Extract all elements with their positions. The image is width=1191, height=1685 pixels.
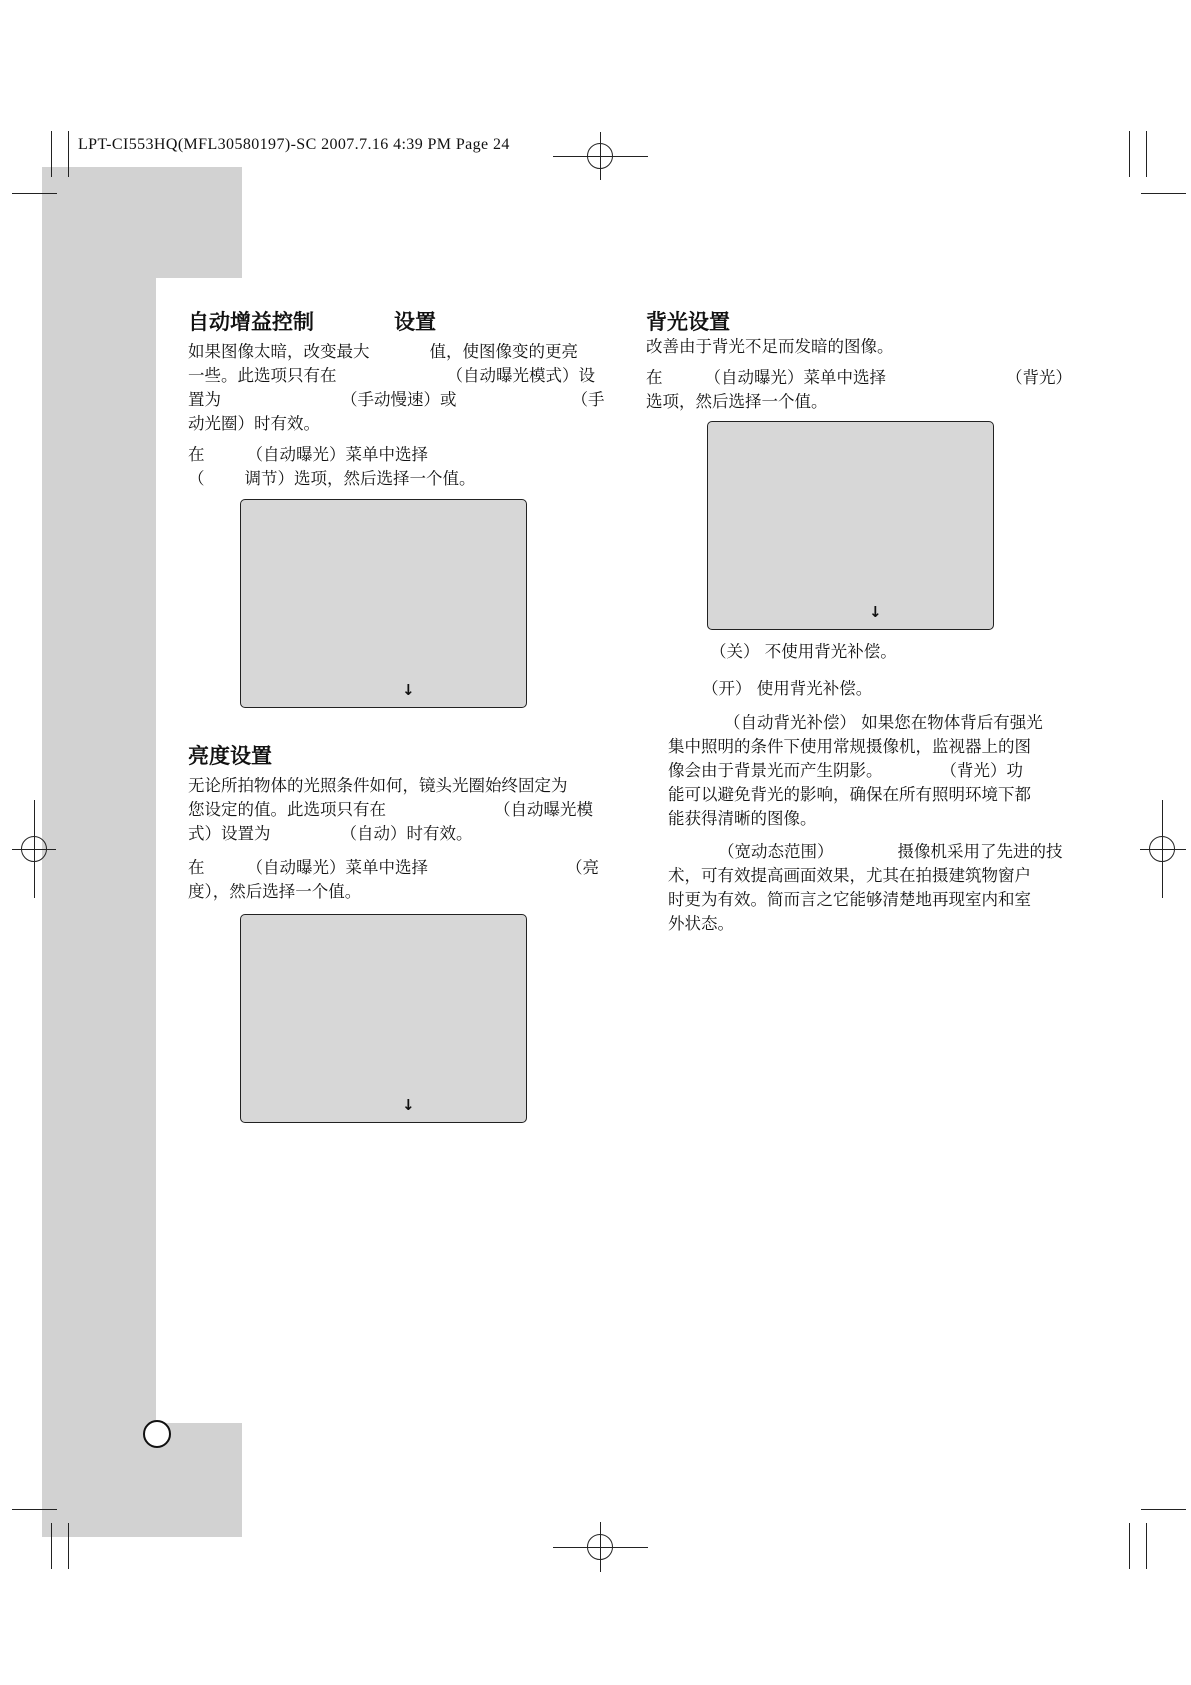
brightness-screen-display: [240, 914, 527, 1123]
backlight-option-wdr: （宽动态范围） 摄像机采用了先进的技 术，可有效提高画面效果，尤其在拍摄建筑物窗户 时更为有效。简而言之它能够清楚地再现室内和室 外状态。: [668, 842, 1063, 933]
section-title-backlight: 背光设置: [646, 310, 730, 334]
crop-mark: [1141, 193, 1186, 194]
down-arrow-icon: ↓: [402, 1096, 415, 1114]
section-title-agc: 自动增益控制 设置: [188, 310, 436, 334]
brightness-paragraph-2: 在 （自动曝光）菜单中选择 （亮 度），然后选择一个值。: [188, 858, 599, 901]
backlight-option-auto: （自动背光补偿） 如果您在物体背后有强光 集中照明的条件下使用常规摄像机，监视器上的图 像会由于背景光而产生阴影。 （背光）功 能可以避免背光的影响，确保在所有照明环境下都 能获得清晰的图像。: [668, 713, 1043, 828]
down-arrow-icon: ↓: [869, 603, 882, 621]
crop-mark: [1129, 1523, 1130, 1569]
section-title-brightness: 亮度设置: [188, 744, 272, 768]
crop-mark: [68, 131, 69, 177]
backlight-intro: 改善由于背光不足而发暗的图像。: [646, 337, 894, 356]
agc-paragraph-2: 在 （自动曝光）菜单中选择 （ 调节）选项，然后选择一个值。: [188, 445, 476, 488]
brightness-paragraph-1: 无论所拍物体的光照条件如何，镜头光圈始终固定为 您设定的值。此选项只有在 （自动曝光模 式）设置为 （自动）时有效。: [188, 776, 593, 843]
print-slug: LPT-CI553HQ(MFL30580197)-SC 2007.7.16 4:39 PM Page 24: [78, 136, 510, 153]
crop-mark: [51, 131, 52, 177]
backlight-option-off: （关） 不使用背光补偿。: [710, 642, 897, 661]
agc-screen-display: [240, 499, 527, 708]
backlight-screen-display: [707, 421, 994, 630]
crop-mark: [1129, 131, 1130, 177]
page-number-circle: [143, 1420, 171, 1448]
down-arrow-icon: ↓: [402, 681, 415, 699]
backlight-option-on: （开） 使用背光补偿。: [702, 679, 873, 698]
crop-mark: [12, 193, 57, 194]
crop-mark: [1146, 131, 1147, 177]
crop-mark: [1146, 1523, 1147, 1569]
crop-mark: [51, 1523, 52, 1569]
crop-mark: [1141, 1509, 1186, 1510]
crop-mark: [12, 1509, 57, 1510]
crop-mark: [68, 1523, 69, 1569]
backlight-paragraph-2: 在 （自动曝光）菜单中选择 （背光） 选项，然后选择一个值。: [646, 368, 1072, 411]
agc-paragraph-1: 如果图像太暗，改变最大 值，使图像变的更亮 一些。此选项只有在 （自动曝光模式）设 置为 （手动慢速）或 （手 动光圈）时有效。: [188, 342, 605, 433]
